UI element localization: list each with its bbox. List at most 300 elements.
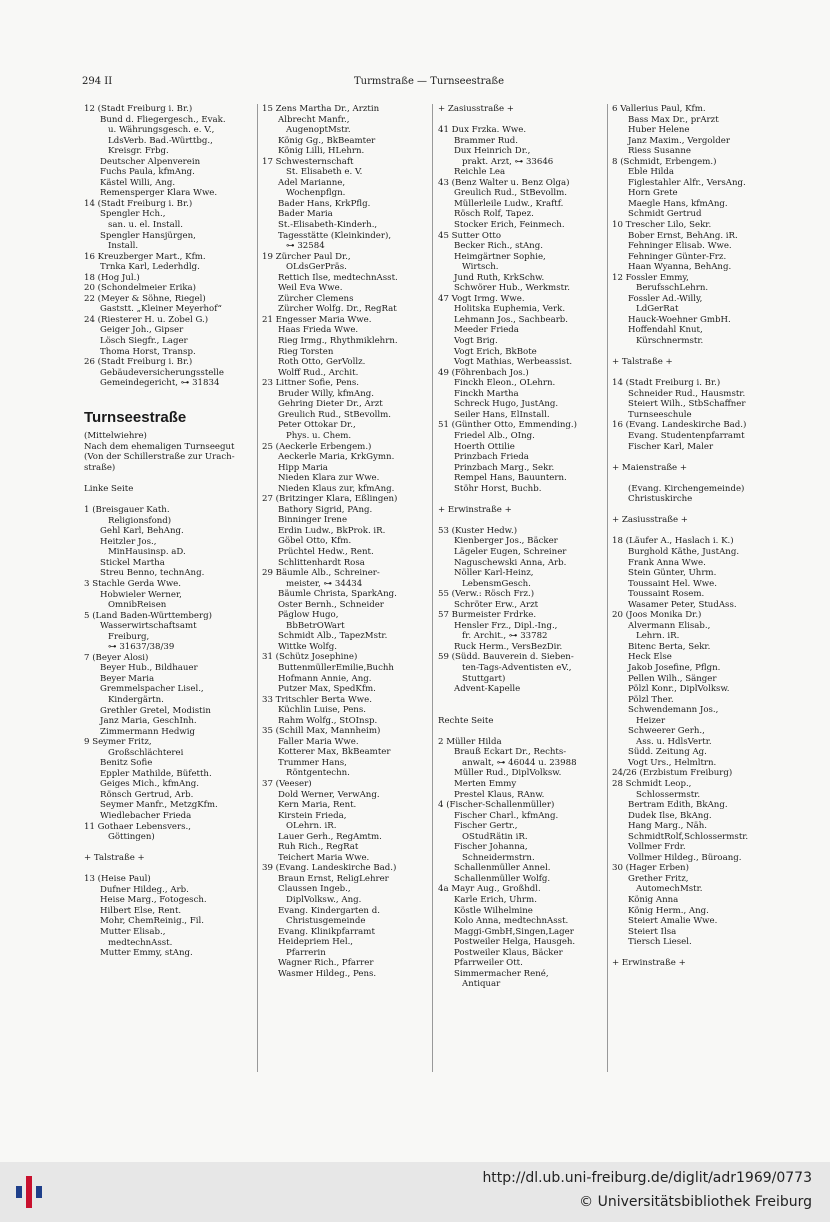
entry-continuation: Ass. u. HdlsVertr.	[636, 736, 712, 747]
resident-entry: Wagner Rich., Pfarrer	[278, 958, 374, 969]
entry-continuation: Wirtsch.	[462, 262, 499, 273]
house-number-entry: 23 Littner Sofie, Pens.	[262, 378, 359, 389]
resident-entry: Seymer Manfr., MetzgKfm.	[100, 800, 218, 811]
house-number-entry: 19 Zürcher Paul Dr.,	[262, 251, 351, 262]
house-number-entry: 55 (Verw.: Rösch Frz.)	[438, 589, 535, 600]
spacer	[612, 452, 812, 463]
cross-street-marker: + Zasiusstraße +	[438, 104, 514, 114]
resident-entry: Fuchs Paula, kfmAng.	[100, 167, 195, 178]
entry-continuation: ⊶ 31637/38/39	[108, 642, 175, 653]
resident-entry: Schlittenhardt Rosa	[278, 557, 365, 568]
resident-entry: Peter Ottokar Dr.,	[278, 420, 356, 431]
house-number-entry: 9 Seymer Fritz,	[84, 737, 152, 748]
entry-continuation: Schneidermstrn.	[462, 852, 535, 863]
resident-entry: Müller Rud., DiplVolksw.	[454, 768, 562, 779]
entry-continuation: OmnibReisen	[108, 600, 167, 611]
resident-entry: Weil Eva Wwe.	[278, 283, 343, 294]
resident-entry: Mutter Emmy, stAng.	[100, 948, 193, 959]
house-number-entry: 10 Trescher Lilo, Sekr.	[612, 220, 712, 231]
resident-entry: Horn Grete	[628, 188, 678, 199]
house-number-entry: 41 Dux Frzka. Wwe.	[438, 125, 527, 136]
resident-entry: ButtenmüllerEmilie,Buchh	[278, 662, 394, 673]
resident-entry: Steiert Wilh., StbSchaffner	[628, 399, 746, 410]
column-divider	[432, 104, 433, 1072]
house-number-entry: 37 (Veeser)	[262, 779, 312, 789]
resident-entry: Zürcher Wolfg. Dr., RegRat	[278, 304, 397, 315]
resident-entry: Janz Maxim., Vergolder	[628, 135, 730, 146]
entry-continuation: Pfarrerin	[286, 947, 326, 958]
entry-continuation: Stuttgart)	[462, 673, 506, 684]
entry-continuation: Kindergärtn.	[108, 694, 164, 705]
resident-entry: Rettich Ilse, medtechnAsst.	[278, 272, 398, 283]
resident-entry: Maegle Hans, kfmAng.	[628, 198, 728, 209]
entry-continuation: BerufsschLehrn.	[636, 283, 709, 294]
entry-continuation: ten-Tags-Adventisten eV.,	[462, 662, 572, 673]
house-number-entry: 35 (Schill Max, Mannheim)	[262, 726, 381, 737]
resident-entry: Postweiler Helga, Hausgeh.	[454, 937, 576, 948]
resident-entry: Bertram Edith, BkAng.	[628, 800, 728, 811]
resident-entry: Schröter Erw., Arzt	[454, 599, 539, 610]
resident-entry: Evang. Studentenpfarramt	[628, 430, 745, 441]
entry-continuation: DiplVolksw., Ang.	[286, 895, 362, 906]
resident-entry: Jakob Josefine, Pflgn.	[628, 662, 721, 673]
resident-entry: Schwörer Hub., Werkmstr.	[454, 283, 570, 294]
resident-entry: König Anna	[628, 895, 679, 906]
house-number-entry: 1 (Breisgauer Kath.	[84, 505, 170, 516]
resident-entry: Päglow Hugo,	[278, 610, 339, 621]
entry-continuation: medtechnAsst.	[108, 937, 173, 948]
entry-continuation: MinHausinsp. aD.	[108, 547, 186, 558]
resident-entry: König Gg., BkBeamter	[278, 135, 376, 146]
resident-entry: Schreck Hugo, JustAng.	[454, 399, 559, 410]
entry-continuation: LdsVerb. Bad.-Württbg.,	[108, 135, 213, 146]
house-number-entry: 2 Müller Hilda	[438, 736, 502, 747]
resident-entry: Dold Werner, VerwAng.	[278, 789, 380, 800]
cross-street-marker: + Maienstraße +	[612, 462, 688, 473]
entry-continuation: san. u. el. Install.	[108, 220, 183, 231]
house-number-entry: 17 Schwesternschaft	[262, 156, 354, 167]
house-number-entry: 24 (Riesterer H. u. Zobel G.)	[84, 314, 209, 325]
resident-entry: Kolo Anna, medtechnAsst.	[454, 916, 569, 927]
resident-entry: Fischer Charl., kfmAng.	[454, 810, 559, 821]
resident-entry: Greulich Rud., StBevollm.	[278, 409, 392, 420]
resident-entry: Hang Marg., Näh.	[628, 821, 708, 832]
house-number-entry: 21 Engesser Maria Wwe.	[262, 314, 372, 325]
entry-continuation: Lehrn. iR.	[636, 631, 680, 642]
house-number-entry: 43 (Benz Walter u. Benz Olga)	[438, 177, 570, 188]
house-number-entry: 14 (Stadt Freiburg i. Br.)	[84, 198, 193, 209]
resident-entry: Gaststt. „Kleiner Meyerhof“	[100, 304, 222, 315]
resident-entry: Roth Otto, GerVollz.	[278, 357, 366, 368]
resident-entry: Schallenmüller Wolfg.	[454, 873, 551, 884]
spacer	[438, 515, 608, 526]
house-number-entry: 59 (Südd. Bauverein d. Sieben-	[438, 652, 574, 663]
resident-entry: Rieg Torsten	[278, 346, 334, 357]
footer-bar	[0, 1162, 830, 1222]
house-number-entry: 22 (Meyer & Söhne, Riegel)	[84, 293, 206, 304]
resident-entry: Trummer Hans,	[278, 757, 347, 768]
page-number: 294 II	[82, 76, 113, 87]
entry-continuation: OLehrn. iR.	[286, 821, 337, 832]
resident-entry: Figlestahler Alfr., VersAng.	[628, 177, 746, 188]
resident-entry: Dudek Ilse, BkAng.	[628, 810, 712, 821]
resident-entry: Greulich Rud., StBevollm.	[454, 188, 568, 199]
resident-entry: Gehring Dieter Dr., Arzt	[278, 399, 383, 410]
resident-entry: Fossler Ad.-Willy,	[628, 293, 703, 304]
entry-continuation: LdGerRat	[636, 304, 679, 315]
resident-entry: Rönsch Gertrud, Arb.	[100, 789, 194, 800]
entry-continuation: Heizer	[636, 715, 666, 726]
house-number-entry: 25 (Aeckerle Erbengem.)	[262, 441, 372, 452]
house-number-entry: 20 (Schondelmeier Erika)	[84, 283, 197, 294]
house-number-entry: 28 Schmidt Leop.,	[612, 779, 692, 789]
house-number-entry: 7 (Beyer Alosi)	[84, 652, 149, 663]
resident-entry: Meeder Frieda	[454, 325, 519, 336]
resident-entry: Simmermacher René,	[454, 968, 549, 979]
house-number-entry: 29 Bäumle Alb., Schreiner-	[262, 568, 380, 579]
spacer	[612, 948, 812, 959]
resident-entry: Hauck-Woehner GmbH.	[628, 314, 731, 325]
house-number-entry: 12 (Stadt Freiburg i. Br.)	[84, 104, 193, 114]
resident-entry: Riess Susanne	[628, 146, 691, 157]
resident-entry: Kienberger Jos., Bäcker	[454, 536, 558, 547]
house-number-entry: 4a Mayr Aug., Großhdl.	[438, 884, 541, 895]
house-number-entry: 4 (Fischer-Schallenmüller)	[438, 800, 555, 811]
resident-entry: Prüchtel Hedw., Rent.	[278, 546, 374, 557]
resident-entry: Pölzl Ther.	[628, 694, 674, 705]
resident-entry: Seiler Hans, ElInstall.	[454, 409, 550, 420]
resident-entry: Hoffendahl Knut,	[628, 325, 703, 336]
resident-entry: Streu Benno, technAng.	[100, 568, 205, 579]
cross-street-marker: + Talstraße +	[612, 357, 673, 368]
house-number-entry: Linke Seite	[84, 484, 134, 495]
resident-entry: Pfarrweiler Ott.	[454, 958, 523, 969]
resident-entry: Toussaint Rosem.	[628, 589, 705, 600]
entry-continuation: Antiquar	[462, 979, 501, 990]
column-divider	[607, 104, 608, 1072]
house-number-entry: Nach dem ehemaligen Turnseegut	[84, 441, 235, 452]
resident-entry: Grether Fritz,	[628, 873, 689, 884]
entry-continuation: LebensmGesch.	[462, 578, 531, 589]
resident-entry: Bund d. Fliegergesch., Evak.	[100, 114, 226, 125]
resident-entry: Burghold Käthe, JustAng.	[628, 546, 740, 557]
resident-entry: Schneider Rud., Hausmstr.	[628, 388, 746, 399]
resident-entry: Merten Emmy	[454, 779, 517, 789]
entry-continuation: Göttingen)	[108, 832, 155, 843]
entry-continuation: BbBetrOWart	[286, 620, 345, 631]
house-number-entry: 20 (Joos Monika Dr.)	[612, 610, 702, 621]
spacer	[84, 474, 254, 485]
resident-entry: Prinzbach Frieda	[454, 452, 529, 463]
house-number-entry: 11 Gothaer Lebensvers.,	[84, 821, 191, 832]
resident-entry: Schmidt Alb., TapezMstr.	[278, 631, 388, 642]
resident-entry: Stöhr Horst, Buchb.	[454, 483, 542, 494]
house-number-entry: 14 (Stadt Freiburg i. Br.)	[612, 378, 721, 389]
resident-entry: Braun Ernst, ReligLehrer	[278, 873, 389, 884]
resident-entry: Wolff Rud., Archit.	[278, 367, 359, 378]
resident-entry: Hipp Maria	[278, 462, 328, 473]
spacer	[84, 843, 254, 854]
entry-continuation: Schlossermstr.	[636, 789, 701, 800]
resident-entry: Fischer Johanna,	[454, 842, 528, 853]
street-heading: Turnseestraße	[84, 409, 187, 427]
entry-continuation: Röntgentechn.	[286, 768, 350, 779]
entry-continuation: OStudRätin iR.	[462, 831, 528, 842]
resident-entry: Vogt Brig.	[454, 336, 498, 347]
source-url-link[interactable]: http://dl.ub.uni-freiburg.de/diglit/adr1969/0773	[482, 1170, 812, 1186]
house-number-entry: 26 (Stadt Freiburg i. Br.)	[84, 357, 193, 368]
resident-entry: Brauß Eckart Dr., Rechts-	[454, 747, 567, 758]
resident-entry: Binninger Irene	[278, 515, 348, 526]
house-number-entry: 39 (Evang. Landeskirche Bad.)	[262, 863, 397, 874]
resident-entry: Grethler Gretel, Modistin	[100, 705, 211, 716]
resident-entry: Dufner Hildeg., Arb.	[100, 884, 189, 895]
resident-entry: Eble Hilda	[628, 167, 674, 178]
house-number-entry: 18 (Läufer A., Haslach i. K.)	[612, 536, 734, 547]
spacer	[438, 695, 608, 706]
house-number-entry: 18 (Hog Jul.)	[84, 272, 140, 283]
resident-entry: Advent-Kapelle	[454, 684, 521, 695]
house-number-entry: 6 Vallerius Paul, Kfm.	[612, 104, 706, 114]
house-number-entry: 5 (Land Baden-Württemberg)	[84, 610, 212, 621]
house-number-entry: (Mittelwiehre)	[84, 431, 147, 442]
resident-entry: Pellen Wilh., Sänger	[628, 673, 717, 684]
resident-entry: Steiert Amalie Wwe.	[628, 916, 718, 927]
resident-entry: Gebäudeversicherungsstelle	[100, 367, 224, 378]
resident-entry: Vogt Mathias, Werbeassist.	[454, 357, 573, 368]
entry-continuation: St. Elisabeth e. V.	[286, 167, 363, 178]
resident-entry: Prinzbach Marg., Sekr.	[454, 462, 555, 473]
resident-entry: Frank Anna Wwe.	[628, 557, 706, 568]
resident-entry: Stocker Erich, Feinmech.	[454, 220, 565, 231]
entry-continuation: Religionsfond)	[108, 515, 172, 526]
resident-entry: Spengler Hansjürgen,	[100, 230, 196, 241]
resident-entry: Rieg Irmg., Rhythmiklehrn.	[278, 336, 398, 347]
house-number-entry: 8 (Schmidt, Erbengem.)	[612, 156, 717, 167]
resident-entry: Lösch Siegfr., Lager	[100, 336, 188, 347]
resident-entry: Schweerer Gerh.,	[628, 726, 705, 737]
resident-entry: Hobwieler Werner,	[100, 589, 182, 600]
spacer	[438, 115, 608, 126]
spacer	[612, 368, 812, 379]
resident-entry: Vollmer Frdr.	[628, 842, 686, 853]
resident-entry: Bäumle Christa, SparkAng.	[278, 589, 397, 600]
house-number-entry: 57 Burmeister Frdrke.	[438, 610, 537, 621]
resident-entry: Küchlin Luise, Pens.	[278, 705, 366, 716]
resident-entry: Claussen Ingeb.,	[278, 884, 351, 895]
resident-entry: (Evang. Kirchengemeinde)	[628, 483, 745, 494]
resident-entry: Faller Maria Wwe.	[278, 736, 359, 747]
resident-entry: Hofmann Annie, Ang.	[278, 673, 372, 684]
column-2	[262, 104, 432, 979]
spacer	[612, 347, 812, 358]
resident-entry: Karle Erich, Uhrm.	[454, 895, 537, 906]
resident-entry: Thoma Horst, Transp.	[100, 346, 196, 357]
resident-entry: Haan Wyanna, BehAng.	[628, 262, 732, 273]
resident-entry: Finckh Martha	[454, 388, 519, 399]
entry-continuation: OLdsGerPräs.	[286, 262, 347, 273]
resident-entry: Gemeindegericht, ⊶ 31834	[100, 378, 220, 389]
resident-entry: Turnseeschule	[628, 409, 692, 420]
house-number-entry: 49 (Föhrenbach Jos.)	[438, 367, 529, 378]
resident-entry: Heidepriem Hel.,	[278, 937, 354, 948]
spacer	[84, 864, 254, 875]
entry-continuation: Großschlächterei	[108, 747, 184, 758]
house-number-entry: 16 (Evang. Landeskirche Bad.)	[612, 420, 747, 431]
resident-entry: Heise Marg., Fotogesch.	[100, 895, 207, 906]
resident-entry: Haas Frieda Wwe.	[278, 325, 359, 336]
running-title: Turmstraße — Turnseestraße	[354, 76, 505, 87]
resident-entry: Reichle Lea	[454, 167, 506, 178]
resident-entry: Geiges Mich., kfmAng.	[100, 779, 200, 790]
house-number-entry: 31 (Schütz Josephine)	[262, 652, 358, 663]
resident-entry: Tiersch Liesel.	[628, 937, 692, 948]
resident-entry: Lauer Gerh., RegAmtm.	[278, 831, 382, 842]
resident-entry: Remensperger Klara Wwe.	[100, 188, 218, 199]
spacer	[438, 705, 608, 716]
resident-entry: Pölzl Konr., DiplVolksw.	[628, 684, 730, 695]
entry-continuation: meister, ⊶ 34434	[286, 578, 363, 589]
resident-entry: König Herm., Ang.	[628, 905, 709, 916]
resident-entry: Zimmermann Hedwig	[100, 726, 195, 737]
resident-entry: Nöller Karl-Heinz,	[454, 568, 534, 579]
spacer	[438, 494, 608, 505]
entry-continuation: AutomechMstr.	[636, 884, 703, 895]
resident-entry: Aeckerle Maria, KrkGymn.	[278, 452, 395, 463]
resident-entry: Eppler Mathilde, Büfetth.	[100, 768, 212, 779]
resident-entry: Fehninger Günter-Frz.	[628, 251, 727, 262]
house-number-entry: 12 Fossler Emmy,	[612, 272, 689, 283]
resident-entry: Ruh Rich., RegRat	[278, 842, 359, 853]
resident-entry: Kern Maria, Rent.	[278, 800, 357, 811]
resident-entry: Heimgärtner Sophie,	[454, 251, 546, 262]
entry-continuation: Kreisgr. Frbg.	[108, 146, 169, 157]
resident-entry: Kästel Willi, Ang.	[100, 177, 176, 188]
resident-entry: Vogt Erich, BkBote	[454, 346, 537, 357]
spacer	[84, 495, 254, 506]
entry-continuation: Christusgemeinde	[286, 916, 366, 927]
resident-entry: Fischer Gertr.,	[454, 821, 518, 832]
resident-entry: Nieden Klaus zur, kfmAng.	[278, 483, 395, 494]
resident-entry: Janz Maria, GeschInh.	[100, 716, 197, 727]
resident-entry: Göbel Otto, Kfm.	[278, 536, 352, 547]
entry-continuation: Wochenpflgn.	[286, 188, 346, 199]
entry-continuation: Kürschnermstr.	[636, 336, 704, 347]
resident-entry: Heck Else	[628, 652, 672, 663]
entry-continuation: prakt. Arzt, ⊶ 33646	[462, 156, 554, 167]
house-number-entry: 27 (Britzinger Klara, Eßlingen)	[262, 494, 398, 505]
house-number-entry: 15 Zens Martha Dr., Ärztin	[262, 104, 380, 114]
resident-entry: Lägeler Eugen, Schreiner	[454, 546, 567, 557]
library-logo-icon	[14, 1172, 50, 1212]
resident-entry: Stickel Martha	[100, 557, 165, 568]
resident-entry: Prestel Klaus, RAnw.	[454, 789, 545, 800]
resident-entry: Rösch Rolf, Tapez.	[454, 209, 534, 220]
entry-continuation: Freiburg,	[108, 631, 150, 642]
entry-continuation: Phys. u. Chem.	[286, 430, 352, 441]
resident-entry: Bass Max Dr., prArzt	[628, 114, 719, 125]
entry-continuation: Install.	[108, 241, 139, 252]
resident-entry: Müllerleile Ludw., Kraftf.	[454, 198, 564, 209]
resident-entry: Südd. Zeitung Ag.	[628, 747, 707, 758]
resident-entry: Postweiler Klaus, Bäcker	[454, 947, 563, 958]
page-header	[82, 76, 822, 90]
resident-entry: Zürcher Clemens	[278, 293, 354, 304]
house-number-entry: 47 Vogt Irmg. Wwe.	[438, 293, 525, 304]
resident-entry: Dux Heinrich Dr.,	[454, 146, 531, 157]
resident-entry: Bathory Sigrid, PAng.	[278, 504, 373, 515]
column-1	[84, 104, 254, 959]
resident-entry: Bader Hans, KrkPflg.	[278, 198, 371, 209]
resident-entry: Jund Ruth, KrkSchw.	[454, 272, 545, 283]
entry-continuation: anwalt, ⊶ 46044 u. 23988	[462, 757, 577, 768]
resident-entry: Toussaint Hel. Wwe.	[628, 578, 717, 589]
resident-entry: Tagesstätte (Kleinkinder),	[278, 230, 392, 241]
resident-entry: Maggi-GmbH,Singen,Lager	[454, 926, 574, 937]
entry-continuation: fr. Archit., ⊶ 33782	[462, 631, 548, 642]
resident-entry: Lehmann Jos., Sachbearb.	[454, 314, 569, 325]
resident-entry: Wasamer Peter, StudAss.	[628, 599, 737, 610]
house-number-entry: 30 (Hager Erben)	[612, 863, 689, 874]
resident-entry: Vollmer Hildeg., Büroang.	[628, 852, 742, 863]
house-number-entry: 24/26 (Erzbistum Freiburg)	[612, 768, 733, 779]
resident-entry: Steiert Ilsa	[628, 926, 677, 937]
entry-continuation: u. Währungsgesch. e. V.,	[108, 125, 215, 136]
resident-entry: Rahm Wolfg., StOInsp.	[278, 715, 378, 726]
resident-entry: Mutter Elisab.,	[100, 927, 166, 938]
house-number-entry: 45 Sutter Otto	[438, 230, 502, 241]
resident-entry: Fehninger Elisab. Wwe.	[628, 241, 732, 252]
resident-entry: Alvermann Elisab.,	[628, 620, 711, 631]
house-number-entry: (Von der Schillerstraße zur Urach-	[84, 452, 235, 463]
resident-entry: Spengler Hch.,	[100, 209, 166, 220]
resident-entry: Kirstein Frieda,	[278, 810, 347, 821]
resident-entry: Bruder Willy, kfmAng.	[278, 388, 374, 399]
resident-entry: Bitenc Berta, Sekr.	[628, 641, 711, 652]
resident-entry: Naguschewski Anna, Arb.	[454, 557, 567, 568]
house-number-entry: 16 Kreuzberger Mart., Kfm.	[84, 251, 206, 262]
resident-entry: Wiedlebacher Frieda	[100, 811, 192, 821]
resident-entry: Schmidt Gertrud	[628, 209, 702, 220]
copyright-text: © Universitätsbibliothek Freiburg	[579, 1194, 812, 1210]
resident-entry: Evang. Kindergarten d.	[278, 905, 380, 916]
resident-entry: Kotterer Max, BkBeamter	[278, 747, 391, 758]
resident-entry: Teichert Maria Wwe.	[278, 852, 370, 863]
resident-entry: Rempel Hans, Bauuntern.	[454, 473, 567, 484]
spacer	[84, 389, 254, 400]
column-3	[438, 104, 608, 990]
house-number-entry: 53 (Kuster Hedw.)	[438, 525, 518, 536]
resident-entry: SchmidtRolf,Schlossermstr.	[628, 831, 749, 842]
resident-entry: Hensler Frz., Dipl.-Ing.,	[454, 620, 558, 631]
resident-entry: Oster Bernh., Schneider	[278, 599, 384, 610]
resident-entry: Hilbert Else, Rent.	[100, 905, 182, 916]
spacer	[612, 505, 812, 516]
resident-entry: Albrecht Manfr.,	[278, 114, 350, 125]
entry-continuation: ⊶ 32584	[286, 241, 325, 252]
resident-entry: Fischer Karl, Maler	[628, 441, 714, 452]
resident-entry: Beyer Hub., Bildhauer	[100, 663, 198, 674]
resident-entry: Gehl Karl, BehAng.	[100, 526, 184, 537]
resident-entry: Benitz Sofie	[100, 758, 153, 769]
entry-continuation: AugenoptMstr.	[286, 125, 351, 136]
house-number-entry: 13 (Heise Paul)	[84, 874, 151, 885]
resident-entry: Adel Marianne,	[278, 177, 346, 188]
resident-entry: Geiger Joh., Gipser	[100, 325, 184, 336]
resident-entry: Bober Ernst, BehAng. iR.	[628, 230, 738, 241]
cross-street-marker: + Erwinstraße +	[612, 958, 686, 969]
column-divider	[257, 104, 258, 1072]
